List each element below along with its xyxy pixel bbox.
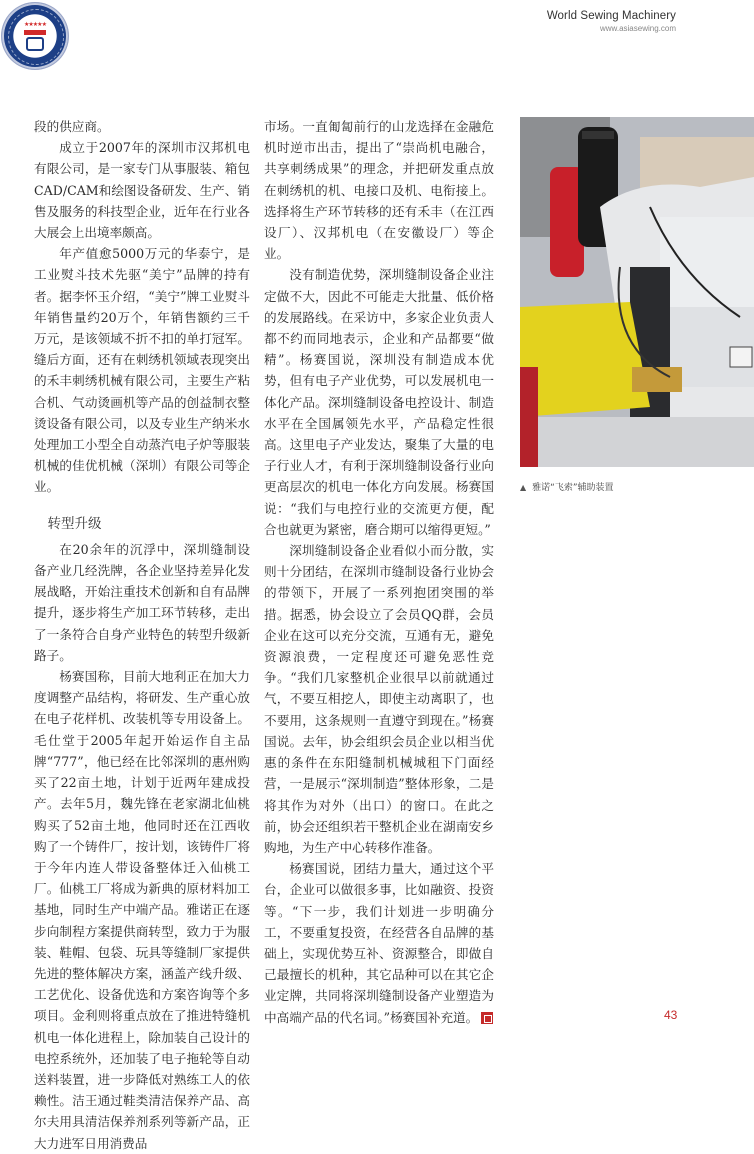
paragraph: 年产值愈5000万元的华泰宁，是工业熨斗技术先驱“美宁”品牌的持有者。据李怀玉介绍，“美宁”牌工业熨斗年销售量约20万个，年销售额约三千万元，是该领域不折不扣的单打冠军。缝后方面，还有在刺绣机领域表现突出的禾丰刺绣机械有限公司，主要生产粘合机、气动烫画机等产品的创益制衣整烫设备有限公司，以及专业生产纳米水处理加工小型全自动蒸汽电子炉等服装机械的佳优机械（深圳）有限公司等企业。 <box>34 246 250 495</box>
paragraph-text: 杨赛国说，团结力量大，通过这个平台，企业可以做很多事，比如融资、投资等。“下一步，我们计划进一步明确分工，不要重复投资，在经营各自品牌的基础上，实现优势互补、资源整合，即做自己最擅长的机种，其它品种可以在其它企业定牌，共同将深圳缝制设备产业塑造为中高端产品的代名词。”杨赛国补充道。 <box>264 861 494 1025</box>
paragraph: 段的供应商。 <box>34 119 110 134</box>
magazine-title: World Sewing Machinery <box>546 10 676 22</box>
magazine-header <box>547 10 676 33</box>
sewing-machine-illustration <box>520 117 754 467</box>
magazine-url[interactable]: www.asiasewing.com <box>599 24 676 33</box>
paragraph: 成立于2007年的深圳市汉邦机电有限公司，是一家专门从事服装、箱包CAD/CAM和绘图设备研发、生产、销售及服务的科技型企业，近年在行业各大展会上出境率颇高。 <box>34 140 250 241</box>
logo-emblem <box>22 19 48 53</box>
product-photo <box>520 117 754 467</box>
paragraph: 没有制造优势，深圳缝制设备企业注定做不大，因此不可能走大批量、低价格的发展路线。在采访中，多家企业负责人都不约而同地表示，企业和产品都要“做精”。杨赛国说，深圳没有制造成本优势，但有电子产业优势，可以发展机电一体化产品。深圳缝制设备电控设计、制造水平在全国属领先水平，产品稳定性很高。这里电子产业发达，聚集了大量的电子行业人才，有利于深圳缝制设备行业向更高层次的机电一体化方向发展。杨赛国说：“我们与电控行业的交流更方便，配合也就更为紧密，磨合期可以缩得更短。” <box>264 267 494 537</box>
caption-text: 雅诺“飞索”辅助装置 <box>532 483 614 493</box>
paragraph: 在20余年的沉浮中，深圳缝制设备产业几经洗牌，各企业坚持差异化发展战略，开始注重技术创新和自有品牌提升，逐步将生产加工环节转移，走出了一条符合自身产业特色的转型升级新路子。 <box>34 541 250 663</box>
paragraph: 深圳缝制设备企业看似小而分散，实则十分团结，在深圳市缝制设备行业协会的带领下，开展了一系列抱团突围的举措。据悉，协会设立了会员QQ群，会员企业在这可以充分交流，互通有无，避免资源浪费，一定程度还可避免恶性竞争。“我们几家整机企业很早以前就通过气，不要互相挖人，即使主动离职了，也不要用，这条规则一直遵守到现在。”杨赛国说。去年，协会组织会员企业以相当优惠的条件在东阳缝制机械城租下门面经营，一是展示“深圳制造”整体形象，二是将其作为对外（出口）的窗口。在此之前，协会还组织若干整机企业在湖南安乡购地，为生产中心转移作准备。 <box>264 543 494 855</box>
paragraph: 杨赛国称，目前大地利正在加大力度调整产品结构，将研发、生产重心放在电子花样机、改装机等专用设备上。毛仕堂于2005年起开始运作自主品牌“777”，他已经在比邻深圳的惠州购买了22亩土地，计划于近两年建成投产。去年5月，魏先锋在老家湖北仙桃购买了52亩土地，他同时还在江西收购了一个铸件厂，按计划，该铸件厂将于今年内连人带设备整体迁入仙桃工厂。仙桃工厂将成为新典的原材料加工基地，同时生产中端产品。雅诺正在逐步向制程方案提供商转型，致力于为服装、鞋帽、包袋、玩具等缝制厂家提供先进的整体解决方案，涵盖产线升级、工艺优化、设备优选和方案咨询等个多项目。金利则将重点放在了推进特缝机机电一体化进程上，除加装自己设计的电控系统外，还加装了电子拖轮等自动送料装置，进一步降低对熟练工人的依赖性。洁王通过鞋类清洁保养产品、高尔夫用具清洁保养剂系列等新产品，正大力进军日用消费品 <box>34 669 250 1151</box>
logo-stars-icon: ★★★★★ <box>24 21 46 28</box>
page-number: 43 <box>664 1008 678 1022</box>
text-column-2 <box>264 116 494 1028</box>
association-logo <box>2 3 68 69</box>
photo-caption <box>520 480 750 493</box>
paragraph-final <box>264 858 494 1028</box>
logo-machine-icon <box>26 37 44 51</box>
caption-marker-icon: ▲ <box>520 483 527 492</box>
paragraph: 市场。一直匍匐前行的山龙选择在金融危机时逆市出击，提出了“崇尚机电融合，共享刺绣成果”的理念，并把研发重点放在刺绣机的机、电接口及机、电衔接上。选择将生产环节转移的还有禾丰（在江西设厂）、汉邦机电（在安徽设厂）等企业。 <box>264 119 494 262</box>
logo-bar <box>24 30 46 35</box>
text-column-1 <box>34 116 250 1154</box>
article-end-mark-icon <box>481 1012 493 1024</box>
section-heading: 转型升级 <box>47 515 102 532</box>
